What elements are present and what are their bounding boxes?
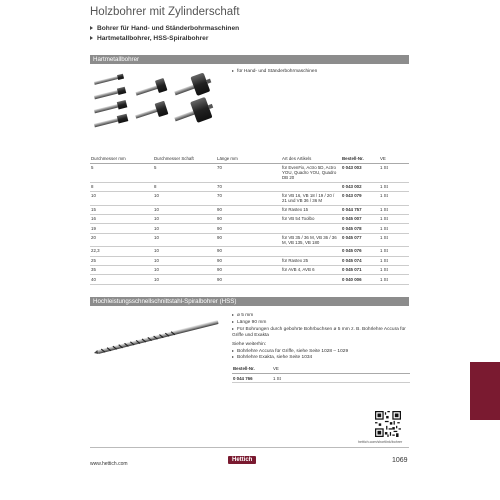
arrow-icon <box>232 350 234 352</box>
cell-shank: 10 <box>153 275 216 284</box>
cell-order-no: 0 044 757 <box>341 205 379 214</box>
cell-article-type: für VB 54 Toolbo <box>281 214 341 223</box>
table-row <box>90 164 409 183</box>
bullet-text: ø 5 mm <box>237 313 254 318</box>
cell-unit: 1 St <box>379 192 409 206</box>
hettich-logo: Hettich <box>228 456 256 464</box>
cell-diameter: 5 <box>90 164 153 183</box>
cell-shank: 10 <box>153 256 216 265</box>
cell-length: 70 <box>216 164 281 183</box>
cell-shank: 10 <box>153 233 216 247</box>
cell-article-type <box>281 182 341 191</box>
hss-drill-image <box>92 312 227 362</box>
see-also-text: Bohrlehre Exakta, siehe Seite 1034 <box>237 355 313 360</box>
cell-length: 90 <box>216 266 281 275</box>
arrow-icon <box>232 356 234 358</box>
cell-length: 90 <box>216 233 281 247</box>
table-row <box>90 182 409 191</box>
table-header-row <box>90 155 409 164</box>
cell-diameter: 20 <box>90 233 153 247</box>
chapter-color-tab <box>470 362 500 420</box>
cell-order-no: 0 045 076 <box>341 247 379 256</box>
arrow-icon <box>232 70 234 72</box>
cell-length: 90 <box>216 247 281 256</box>
cell-diameter: 15 <box>90 205 153 214</box>
cell-article-type: für AVB 4, AVB 6 <box>281 266 341 275</box>
hss-bullet-diameter <box>232 313 253 318</box>
cell-article-type: für VB 35 / 36 M, VB 36 / 36 M, VB 135, VB 180 <box>281 233 341 247</box>
col-diameter: Durchmesser mm <box>90 155 153 164</box>
table-row <box>90 266 409 275</box>
section-band-hss: Hochleistungsschnellschnittstahl-Spiralbohrer (HSS) <box>90 297 409 306</box>
cell-diameter: 22,3 <box>90 247 153 256</box>
see-also-exakta[interactable] <box>232 355 312 360</box>
usage-note <box>232 69 317 74</box>
cell-unit: 1 St <box>379 256 409 265</box>
arrow-icon <box>90 26 93 30</box>
hss-bullet-length <box>232 320 266 325</box>
usage-note-text: für Hand- und Ständerbohrmaschinen <box>237 69 318 74</box>
cell-order-no: 0 045 077 <box>341 233 379 247</box>
cell-shank: 10 <box>153 192 216 206</box>
cell-diameter: 8 <box>90 182 153 191</box>
cell-unit: 1 St <box>379 164 409 183</box>
cell-diameter: 25 <box>90 256 153 265</box>
col-unit: VE <box>272 365 410 374</box>
cell-length: 90 <box>216 205 281 214</box>
cell-article-type: für Rastex 25 <box>281 256 341 265</box>
carbide-drill-image <box>90 70 235 130</box>
cell-shank: 5 <box>153 164 216 183</box>
cell-article-type <box>281 247 341 256</box>
cell-length: 90 <box>216 214 281 223</box>
section-band-hartmetall: Hartmetallbohrer <box>90 55 409 64</box>
arrow-icon <box>232 328 234 330</box>
cell-unit: 1 St <box>379 224 409 233</box>
col-order-no: Bestell-Nr. <box>341 155 379 164</box>
cell-order-no: 0 043 079 <box>341 192 379 206</box>
cell-article-type <box>281 275 341 284</box>
cell-article-type: für VB 16, VB 18 / 19 / 20 / 21 und VB 36 / 36 M <box>281 192 341 206</box>
cell-shank: 10 <box>153 247 216 256</box>
cell-unit: 1 St <box>379 266 409 275</box>
cell-diameter: 10 <box>90 192 153 206</box>
footer-url[interactable]: www.hettich.com <box>90 461 128 467</box>
hss-order-table <box>232 365 410 383</box>
cell-shank: 10 <box>153 224 216 233</box>
cell-article-type: für EvenFix, Actro 5D, Actro YOU, Quadro YOU, Quadro DB 20 <box>281 164 341 183</box>
cell-diameter: 40 <box>90 275 153 284</box>
cell-article-type: für Rastex 15 <box>281 205 341 214</box>
table-row <box>90 256 409 265</box>
cell-unit: 1 St <box>379 275 409 284</box>
cell-order-no: 0 045 007 <box>341 214 379 223</box>
order-number: 0 044 766 <box>232 374 272 383</box>
cell-unit: 1 St <box>379 214 409 223</box>
see-also-title: Siehe weiterhin: <box>232 342 267 347</box>
qr-caption: hettich.com/shortlink/bohrer <box>358 440 403 444</box>
table-header-row <box>232 365 410 374</box>
cell-shank: 10 <box>153 266 216 275</box>
cell-order-no: 0 045 071 <box>341 266 379 275</box>
see-also-text: Bohrlehre Accura für Griffe, siehe Seite 1028 – 1029 <box>237 349 349 354</box>
see-also-accura[interactable] <box>232 349 348 354</box>
subtitle-drills <box>90 25 239 32</box>
page-title: Holzbohrer mit Zylinderschaft <box>90 6 240 18</box>
col-order-no: Bestell-Nr. <box>232 365 272 374</box>
cell-diameter: 19 <box>90 224 153 233</box>
cell-shank: 8 <box>153 182 216 191</box>
cell-shank: 10 <box>153 214 216 223</box>
cell-unit: 1 St <box>379 205 409 214</box>
col-length: Länge mm <box>216 155 281 164</box>
carbide-drill-table <box>90 155 409 285</box>
table-row <box>90 205 409 214</box>
cell-order-no: 0 043 002 <box>341 182 379 191</box>
table-row <box>90 275 409 284</box>
unit: 1 St <box>272 374 410 383</box>
cell-length: 90 <box>216 275 281 284</box>
table-row <box>232 374 410 383</box>
cell-shank: 10 <box>153 205 216 214</box>
subtitle-types <box>90 35 208 42</box>
arrow-icon <box>90 36 93 40</box>
bullet-text: Für Bohrungen durch gebohrte Bohrbuchsen ø 5 mm z. B. Bohrlehre Accura für Griffe und Exakta <box>232 327 406 338</box>
cell-order-no: 0 040 006 <box>341 275 379 284</box>
table-row <box>90 233 409 247</box>
col-unit: VE <box>379 155 409 164</box>
page-number: 1069 <box>392 457 408 464</box>
cell-length: 70 <box>216 192 281 206</box>
cell-article-type <box>281 224 341 233</box>
subtitle-text: Bohrer für Hand- und Ständerbohrmaschinen <box>97 25 240 32</box>
col-shank: Durchmesser Schaft <box>153 155 216 164</box>
table-row <box>90 224 409 233</box>
cell-unit: 1 St <box>379 247 409 256</box>
hss-bullet-usage <box>232 327 410 339</box>
arrow-icon <box>232 321 234 323</box>
cell-diameter: 16 <box>90 214 153 223</box>
table-row <box>90 192 409 206</box>
subtitle-text: Hartmetallbohrer, HSS-Spiralbohrer <box>97 35 209 42</box>
cell-length: 90 <box>216 224 281 233</box>
cell-order-no: 0 043 003 <box>341 164 379 183</box>
cell-unit: 1 St <box>379 182 409 191</box>
cell-unit: 1 St <box>379 233 409 247</box>
col-article-type: Art des Artikels <box>281 155 341 164</box>
table-row <box>90 214 409 223</box>
bullet-text: Länge 90 mm <box>237 320 267 325</box>
cell-order-no: 0 045 074 <box>341 256 379 265</box>
footer-divider <box>90 447 409 448</box>
cell-length: 90 <box>216 256 281 265</box>
qr-code-icon[interactable] <box>375 411 401 437</box>
cell-length: 70 <box>216 182 281 191</box>
arrow-icon <box>232 314 234 316</box>
cell-diameter: 35 <box>90 266 153 275</box>
cell-order-no: 0 045 078 <box>341 224 379 233</box>
table-row <box>90 247 409 256</box>
